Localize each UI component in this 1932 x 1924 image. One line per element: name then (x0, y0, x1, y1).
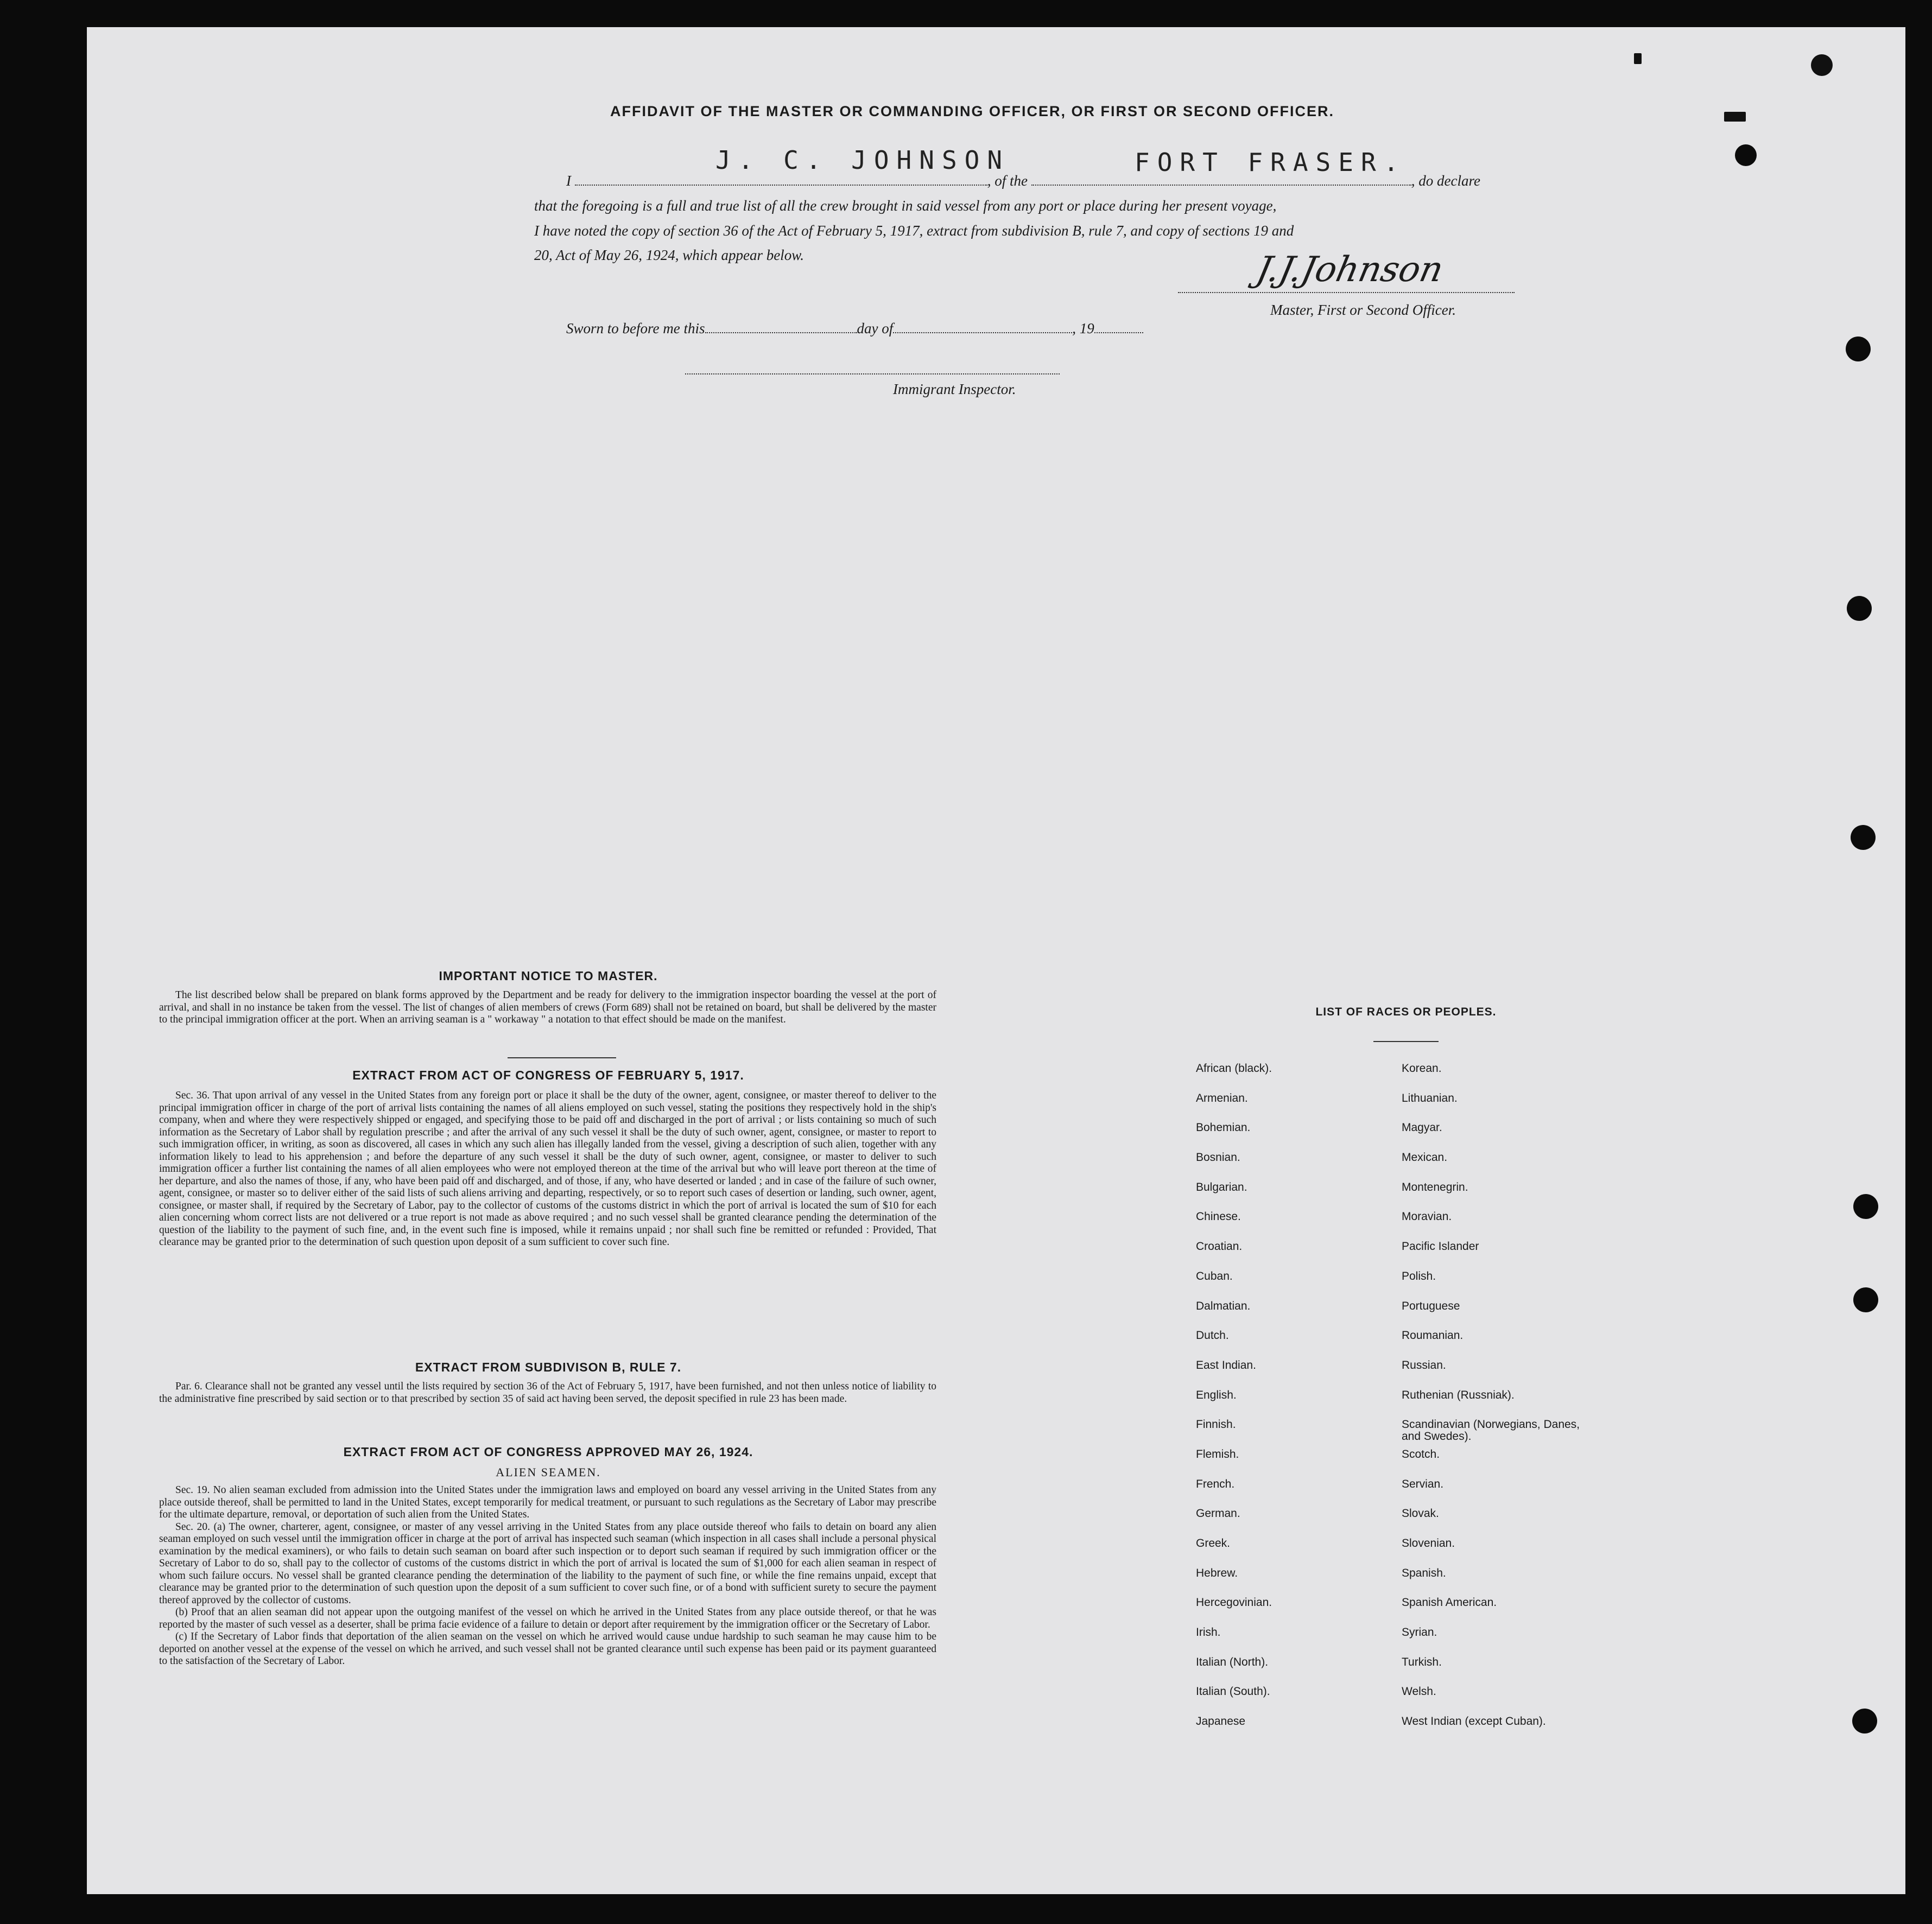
race-item: Armenian. (1196, 1091, 1248, 1104)
vessel-name-handwritten: FORT FRASER. (1135, 148, 1407, 177)
affidavit-title: AFFIDAVIT OF THE MASTER OR COMMANDING OFFICER, OR FIRST OR SECOND OFFICER. (610, 103, 1334, 119)
race-item: Ruthenian (Russniak). (1402, 1388, 1515, 1401)
alien-seamen-subheading: ALIEN SEAMEN. (496, 1465, 601, 1479)
sworn-label: Sworn to before me this (566, 320, 705, 336)
rule7-text (159, 1381, 936, 1405)
race-item: Mexican. (1402, 1151, 1448, 1164)
race-item: Spanish. (1402, 1566, 1446, 1579)
race-item: Polish. (1402, 1269, 1436, 1282)
race-item: Scandinavian (Norwegians, Danes, and Swedes). (1402, 1418, 1580, 1443)
race-item: Finnish. (1196, 1418, 1236, 1431)
punch-hole (1853, 1194, 1878, 1219)
race-item: Syrian. (1402, 1626, 1437, 1639)
signature-caption: Master, First or Second Officer. (1270, 302, 1456, 318)
race-item: Slovenian. (1402, 1537, 1455, 1550)
race-item: Bohemian. (1196, 1121, 1251, 1134)
race-item: Cuban. (1196, 1269, 1233, 1282)
punch-hole (1846, 336, 1871, 361)
races-divider (1373, 1041, 1439, 1042)
races-left-column (1196, 1063, 1391, 1745)
race-item: Japanese (1196, 1715, 1246, 1728)
speck (1811, 54, 1833, 76)
punch-hole (1852, 1709, 1877, 1733)
race-item: Italian (South). (1196, 1685, 1270, 1698)
races-right-column (1402, 1063, 1586, 1745)
master-signature: J.J.Johnson (1253, 250, 1447, 290)
signature-line (1178, 292, 1515, 293)
do-declare-label: , do declare (1411, 173, 1480, 189)
race-item: Roumanian. (1402, 1329, 1464, 1342)
race-item: Flemish. (1196, 1447, 1239, 1461)
race-item: Montenegrin. (1402, 1180, 1468, 1193)
speck (1724, 112, 1746, 122)
race-item: Pacific Islander (1402, 1240, 1479, 1253)
day-of-label: day of (857, 320, 894, 336)
rule7-heading: EXTRACT FROM SUBDIVISON B, RULE 7. (415, 1360, 682, 1374)
section-divider (508, 1057, 616, 1058)
race-item: Chinese. (1196, 1210, 1241, 1223)
inspector-line (685, 373, 1060, 374)
race-item: Italian (North). (1196, 1655, 1269, 1668)
race-item: English. (1196, 1388, 1237, 1401)
race-item: Hebrew. (1196, 1566, 1238, 1579)
sec-19-paragraph: Sec. 19. No alien seaman excluded from admission into the United States under the immigration laws and employed on board any vessel arriving in the United States from any place outside thereof, shall be permitted to land in the United States, except temporarily for medical treatment, or pursuant to such regulations as the Secretary of Labor may prescribe for the ultimate departure, removal, or deportation of such alien from the United States. (159, 1484, 936, 1520)
race-item: African (black). (1196, 1062, 1272, 1075)
sec-20c-paragraph: (c) If the Secretary of Labor finds that deportation of the alien seaman on the vessel on which he arrived would cause undue hardship to such seaman he may cause him to be deported on another vessel at the expense of the vessel on which he arrived, and such vessel shall not be granted clearance until such expense has been paid or its payment guaranteed to the satisfaction of the Secretary of Labor. (159, 1631, 936, 1667)
of-the-label: , of the (987, 173, 1028, 189)
year-label: , 19 (1072, 320, 1094, 336)
extract-1917-text (159, 1090, 936, 1249)
race-item: Servian. (1402, 1477, 1444, 1490)
declarant-name-handwritten: J. C. JOHNSON (715, 145, 1010, 175)
par-6-paragraph: Par. 6. Clearance shall not be granted any vessel until the lists required by section 36 of the Act of February 5, 1917, have been furnished, and not then unless notice of liability to the administrative fine prescribed by said section or to that prescribed by section 35 of said act having been served, the deposit specified in rule 23 has been made. (159, 1381, 936, 1405)
race-item: Scotch. (1402, 1447, 1440, 1461)
notice-text (159, 989, 936, 1026)
race-item: Turkish. (1402, 1655, 1442, 1668)
race-item: Dalmatian. (1196, 1299, 1251, 1312)
speck (1634, 53, 1642, 64)
notice-paragraph: The list described below shall be prepared on blank forms approved by the Department and be ready for delivery to the immigration inspector boarding the vessel at the port of arrival, and shall in no instance be taken from the vessel. The list of changes of alien members of crews (Form 689) shall not be retained on board, but shall be delivered by the master to the principal immigration officer at the port. When an arriving seaman is a " workaway " a notation to that effect should be made on the manifest. (159, 989, 936, 1025)
race-item: Russian. (1402, 1358, 1446, 1371)
extract-1924-heading: EXTRACT FROM ACT OF CONGRESS APPROVED MAY 26, 1924. (343, 1445, 753, 1459)
vessel-blank (1031, 185, 1411, 186)
punch-hole (1735, 144, 1757, 166)
race-item: Moravian. (1402, 1210, 1452, 1223)
race-item: Greek. (1196, 1537, 1231, 1550)
punch-hole (1853, 1287, 1878, 1312)
race-item: Portuguese (1402, 1299, 1460, 1312)
notice-heading: IMPORTANT NOTICE TO MASTER. (439, 969, 658, 983)
race-item: Hercegovinian. (1196, 1596, 1272, 1609)
race-item: Croatian. (1196, 1240, 1243, 1253)
race-item: French. (1196, 1477, 1235, 1490)
affidavit-body-2: I have noted the copy of section 36 of the Act of February 5, 1917, extract from subdivision B, rule 7, and copy of sections 19 and (534, 223, 1294, 239)
sworn-line (566, 320, 1143, 337)
race-item: Korean. (1402, 1062, 1442, 1075)
sworn-day-blank (705, 332, 857, 333)
race-item: Spanish American. (1402, 1596, 1497, 1609)
race-item: Bulgarian. (1196, 1180, 1247, 1193)
race-item: Irish. (1196, 1626, 1221, 1639)
i-label: I (566, 173, 571, 189)
races-heading: LIST OF RACES OR PEOPLES. (1315, 1006, 1497, 1018)
race-item: West Indian (except Cuban). (1402, 1715, 1546, 1728)
race-item: Bosnian. (1196, 1151, 1240, 1164)
race-item: East Indian. (1196, 1358, 1256, 1371)
race-item: Dutch. (1196, 1329, 1229, 1342)
extract-1924-text (159, 1484, 936, 1668)
year-blank (1094, 332, 1143, 333)
race-item: Lithuanian. (1402, 1091, 1458, 1104)
sec-20b-paragraph: (b) Proof that an alien seaman did not appear upon the outgoing manifest of the vessel on which he arrived in the United States from any place outside thereof, or that he was reported by the master of such vessel as a deserter, shall be prima facie evidence of a failure to detain or deport after requirement by the immigration officer or the Secretary of Labor. (159, 1606, 936, 1630)
affidavit-body-3: 20, Act of May 26, 1924, which appear below. (534, 247, 804, 263)
name-blank (575, 185, 987, 186)
punch-hole (1851, 825, 1876, 850)
race-item: Slovak. (1402, 1507, 1439, 1520)
sec-20a-paragraph: Sec. 20. (a) The owner, charterer, agent, consignee, or master of any vessel arriving in the United States from any place outside thereof who fails to detain on board any alien seaman employed on such vessel until the immigration officer in charge at the port of arrival has inspected such seaman (which inspection in all cases shall include a personal physical examination by the medical examiners), or who fails to detain such seaman on board after such inspection or to deport such seaman if required by such immigration officer or the Secretary of Labor to do so, shall pay to the collector of customs of the customs district in which the port of arrival is located the sum of $1,000 for each alien seaman in respect of whom such failure occurs. No vessel shall be granted clearance pending the determination of the liability to the payment of such fine, or while the fine remains unpaid, except that clearance may be granted prior to the determination of such question upon the deposit of a sum sufficient to cover such fine, or of a bond with sufficient surety to secure the payment thereof approved by the collector of customs. (159, 1521, 936, 1606)
month-blank (893, 332, 1072, 333)
affidavit-body-1: that the foregoing is a full and true list of all the crew brought in said vessel from any port or place during her present voyage, (534, 198, 1277, 214)
race-item: German. (1196, 1507, 1240, 1520)
race-item: Magyar. (1402, 1121, 1442, 1134)
race-item: Welsh. (1402, 1685, 1436, 1698)
extract-1917-heading: EXTRACT FROM ACT OF CONGRESS OF FEBRUARY 5, 1917. (352, 1068, 744, 1082)
inspector-caption: Immigrant Inspector. (893, 381, 1016, 397)
section-36-paragraph: Sec. 36. That upon arrival of any vessel in the United States from any foreign port or place it shall be the duty of the owner, agent, consignee, or master thereof to deliver to the principal immigration officer in charge of the port of arrival lists containing the names of all aliens employed on such vessel, stating the positions they respectively hold in the ship's company, when and where they were respectively shipped or engaged, and specifying those to be paid off and discharged in the port of arrival ; or lists containing so much of such information as the Secretary of Labor shall by regulation prescribe ; and after the arrival of any such vessel it shall be the duty of such owner, agent, consignee, or master to report to such immigration officer, in writing, as soon as discovered, all cases in which any such alien has illegally landed from the vessel, giving a description of such alien, together with any information likely to lead to his apprehension ; and before the departure of any such vessel it shall be the duty of such owner, agent, consignee, or master to deliver to such immigration officer a further list containing the names of all alien employees who were not employed thereon at the time of the arrival but who will leave port thereon at the time of her departure, and also the names of those, if any, who have been paid off and discharged, and of those, if any, who have deserted or landed ; and in case of the failure of such owner, agent, consignee, or master so to deliver either of the said lists of such aliens arriving and departing, respectively, or so to report such cases of desertion or landing, such owner, agent, consignee, or master shall, if required by the Secretary of Labor, pay to the collector of customs of the customs district in which the port of arrival is located the sum of $10 for each alien concerning whom correct lists are not delivered or a true report is not made as above required ; and no such vessel shall be granted clearance pending the determination of the question of the liability to the payment of such fine, and, in the event such fine is imposed, while it remains unpaid ; nor shall such fine be remitted or refunded : Provided, That clearance may be granted prior to the determination of such question upon deposit of a sum sufficient to cover such fine. (159, 1090, 936, 1248)
punch-hole (1847, 596, 1872, 621)
